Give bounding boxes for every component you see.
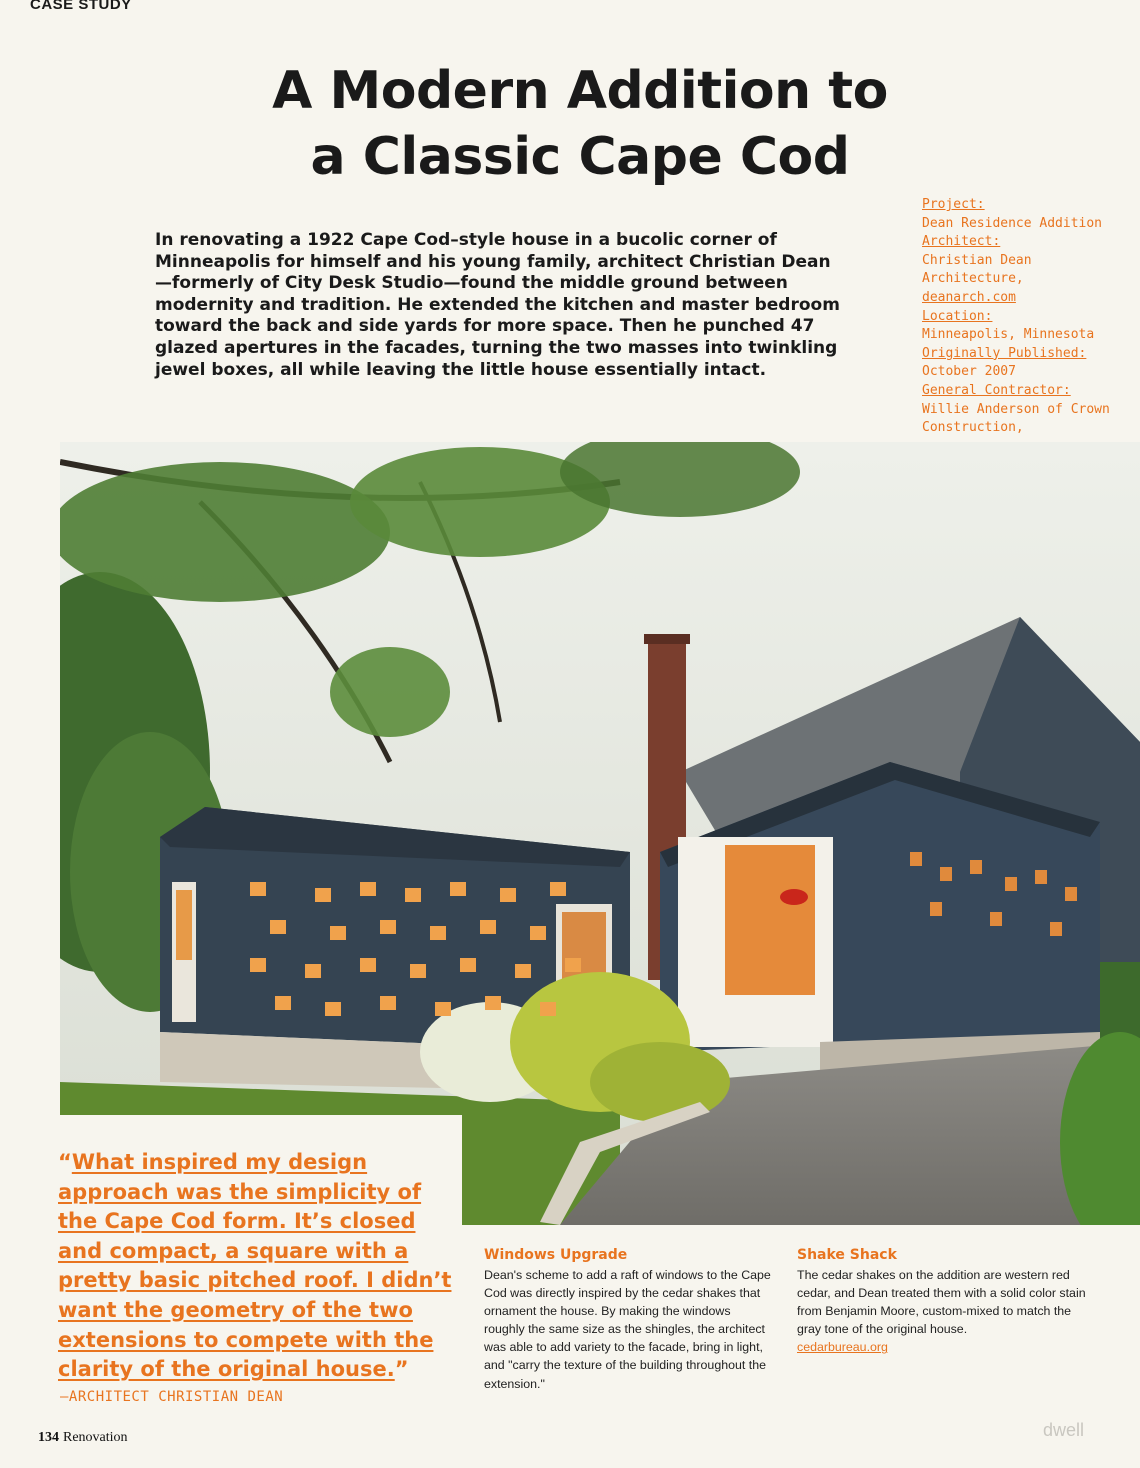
shake-shack-body: The cedar shakes on the addition are western red cedar, and Dean treated them with a solid color stain from Benjamin Moore, custom-mixed to match the gray tone of the original house. — [797, 1268, 1086, 1337]
aperture — [515, 964, 531, 978]
aperture — [430, 926, 446, 940]
aperture — [435, 1002, 451, 1016]
aperture — [250, 958, 266, 972]
aperture — [565, 958, 581, 972]
quote-open-mark: “ — [58, 1150, 72, 1174]
quote-attribution: –ARCHITECT CHRISTIAN DEAN — [60, 1389, 284, 1405]
aperture — [305, 964, 321, 978]
location-label: Location: — [922, 308, 993, 324]
aperture — [1035, 870, 1047, 884]
aperture — [540, 1002, 556, 1016]
aperture — [270, 920, 286, 934]
location-value: Minneapolis, Minnesota — [922, 327, 1095, 343]
aperture — [990, 912, 1002, 926]
cedarbureau-link[interactable]: cedarbureau.org — [797, 1340, 888, 1355]
project-label: Project: — [922, 197, 985, 212]
architect-link[interactable]: deanarch.com — [922, 289, 1016, 305]
aperture — [380, 996, 396, 1010]
aperture — [1005, 877, 1017, 891]
contractor-value: Willie Anderson of Crown Construction, — [922, 401, 1110, 436]
pull-quote — [58, 1148, 458, 1385]
architect-label: Architect: — [922, 234, 1001, 250]
windows-upgrade-body: Dean's scheme to add a raft of windows to the Cape Cod was directly inspired by the cedar shakes that ornament the house. By making the windows roughly the same size as the shingles, the architect was able to add variety to the facade, bring in light, and "carry the texture of the building throughout the extension." — [484, 1268, 771, 1391]
aperture — [325, 1002, 341, 1016]
aperture — [500, 888, 516, 902]
shake-shack-heading: Shake Shack — [797, 1247, 897, 1263]
dwell-logo: dwell — [1043, 1420, 1085, 1440]
house-photo — [60, 442, 1140, 1225]
page-folio — [38, 1430, 128, 1446]
aperture — [1050, 922, 1062, 936]
published-label: Originally Published: — [922, 345, 1087, 361]
aperture — [970, 860, 982, 874]
aperture — [315, 888, 331, 902]
shake-shack-column — [797, 1246, 1097, 1356]
section-label: CASE STUDY — [30, 0, 132, 13]
project-value: Dean Residence Addition — [922, 215, 1103, 231]
aperture — [940, 867, 952, 881]
aperture — [485, 996, 501, 1010]
published-value: October 2007 — [922, 364, 1016, 380]
aperture — [530, 926, 546, 940]
contractor-label: General Contractor: — [922, 382, 1071, 398]
aperture — [910, 852, 922, 866]
title-line-2: a Classic Cape Cod — [310, 127, 850, 187]
intro-paragraph: In renovating a 1922 Cape Cod–style house in a bucolic corner of Minneapolis for himself and his young family, architect Christian Dean—formerly of City Desk Studio—found the middle ground between modernity and tradition. He extended the kitchen and master bedroom toward the back and side yards for more space. Then he punched 47 glazed apertures in the facades, turning the two masses into twinkling jewel boxes, all while leaving the little house essentially intact. — [155, 230, 840, 380]
aperture — [450, 882, 466, 896]
aperture — [330, 926, 346, 940]
aperture — [360, 882, 376, 896]
aperture — [550, 882, 566, 896]
aperture — [250, 882, 266, 896]
aperture — [360, 958, 376, 972]
aperture — [930, 902, 942, 916]
quote-text: What inspired my design approach was the simplicity of the Cape Cod form. It’s closed and compact, a square with a pretty basic pitched roof. I didn’t want the geometry of the two extensions to compete with the clarity of the original house. — [58, 1150, 452, 1382]
aperture — [405, 888, 421, 902]
page-number: 134 — [38, 1430, 59, 1445]
aperture — [410, 964, 426, 978]
aperture — [275, 996, 291, 1010]
windows-upgrade-column — [484, 1246, 774, 1393]
aperture — [380, 920, 396, 934]
aperture — [460, 958, 476, 972]
aperture — [1065, 887, 1077, 901]
page-title — [220, 58, 940, 190]
title-line-1: A Modern Addition to — [272, 61, 888, 121]
windows-upgrade-heading: Windows Upgrade — [484, 1247, 628, 1263]
architect-value: Christian Dean Architecture, — [922, 252, 1032, 287]
quote-close-mark: ” — [394, 1357, 409, 1382]
section-name: Renovation — [63, 1430, 128, 1445]
aperture — [480, 920, 496, 934]
